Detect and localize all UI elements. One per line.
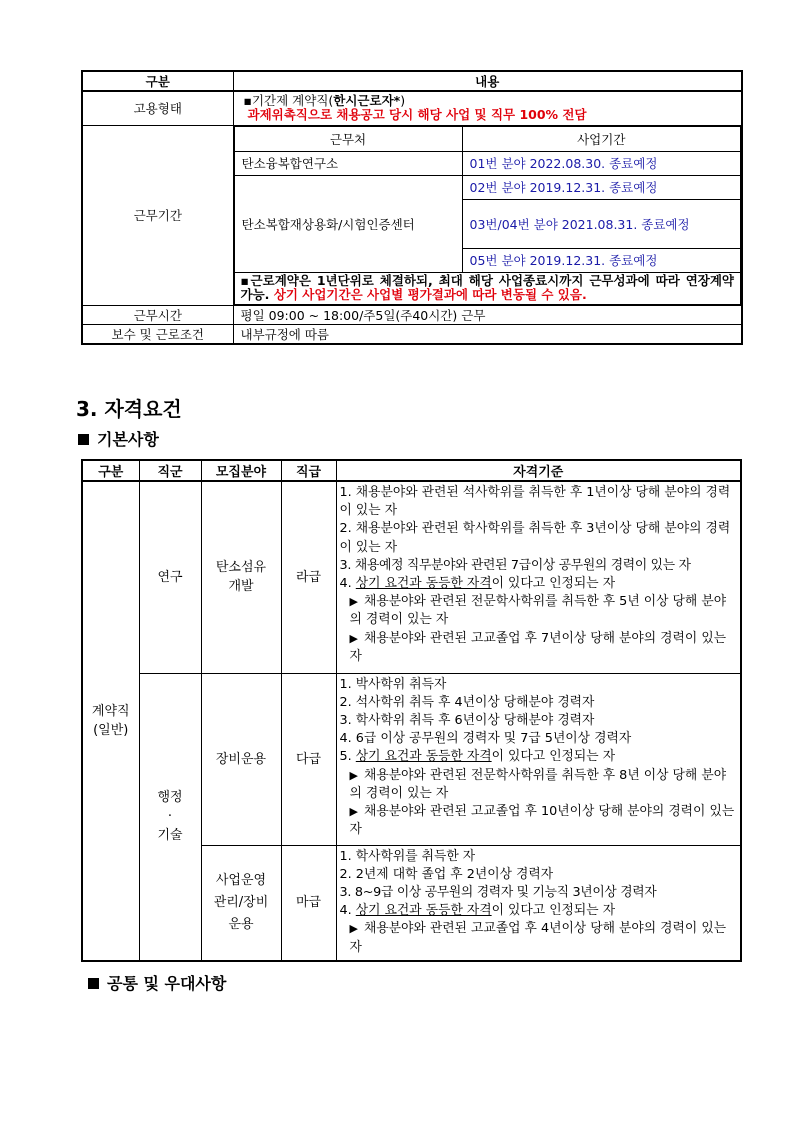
triangle-right-icon: ▶: [349, 768, 358, 782]
header-grade: 직급: [281, 460, 336, 481]
criteria-rest: 이 있다고 인정되는 자: [491, 576, 616, 592]
criteria-number: 4.: [339, 903, 356, 919]
subsection-basic-label: 기본사항: [97, 430, 159, 449]
job-group-cell: 연구: [139, 481, 201, 673]
square-bullet-icon: [78, 434, 89, 445]
job-group-cell: 행정 · 기술: [139, 673, 201, 961]
header-category: 구분: [82, 71, 233, 91]
work-period-row: [82, 125, 742, 305]
employment-type-row: [82, 91, 742, 125]
criteria-sub-item: [340, 803, 737, 839]
qualification-table: [81, 459, 742, 962]
criteria-item: 3. 8~9급 이상 공무원의 경력자 및 기능직 3년이상 경력자: [339, 884, 657, 900]
employment-terms-table: [81, 70, 743, 345]
criteria-number: 4.: [339, 576, 356, 592]
subheader-project-period: 사업기간: [462, 126, 741, 151]
work-period-label: 근무기간: [82, 125, 233, 305]
criteria-underline: 상기 요건과 동등한 자격: [355, 903, 492, 919]
work-hours-value: 평일 09:00 ~ 18:00/주5일(주40시간) 근무: [233, 305, 742, 324]
criteria-item: 1. 학사학위를 취득한 자: [339, 848, 476, 864]
work-period-content: [233, 125, 742, 305]
employment-type-label: 고용형태: [82, 91, 233, 125]
notice-text: ▪근로계약은 1년단위로 체결하되, 최대 해당 사업종료시까지 근무성과에 따라 연장계약 가능.: [240, 272, 734, 302]
table-row: [82, 481, 741, 673]
criteria-item: 3. 채용예정 직무분야와 관련된 7급이상 공무원의 경력이 있는 자: [339, 557, 691, 573]
criteria-sub-item: [340, 593, 737, 629]
work-hours-label: 근무시간: [82, 305, 233, 324]
criteria-underline: 상기 요건과 동등한 자격: [355, 576, 492, 592]
subsection-basic: [78, 427, 159, 450]
pay-row: [82, 324, 742, 344]
criteria-item: [340, 748, 737, 766]
criteria-underline: 상기 요건과 동등한 자격: [355, 749, 492, 765]
criteria-item: 2. 석사학위 취득 후 4년이상 당해분야 경력자: [339, 694, 595, 710]
grade-cell: 마급: [281, 845, 336, 961]
criteria-rest: 이 있다고 인정되는 자: [491, 749, 616, 765]
project-period-03-04: 03번/04번 분야 2021.08.31. 종료예정: [462, 199, 741, 248]
triangle-right-icon: ▶: [349, 595, 358, 609]
employment-type-bold: 한시근로자*: [333, 93, 401, 109]
criteria-rest: 이 있다고 인정되는 자: [491, 903, 616, 919]
workplace-2: 탄소복합재상용화/시험인증센터: [234, 175, 462, 272]
category-cell: 계약직 (일반): [82, 481, 139, 961]
project-period-02: 02번 분야 2019.12.31. 종료예정: [462, 175, 741, 199]
criteria-sub-text: 채용분야와 관련된 전문학사학위를 취득한 후 5년 이상 당해 분야의 경력이 있는 자: [349, 594, 727, 628]
field-cell: 사업운영 관리/장비 운용: [201, 845, 281, 961]
work-hours-row: [82, 305, 742, 324]
criteria-item: 3. 학사학위 취득 후 6년이상 당해분야 경력자: [339, 712, 595, 728]
section-title: 3. 자격요건: [76, 397, 182, 421]
criteria-cell: [336, 481, 741, 673]
header-content: 내용: [233, 71, 742, 91]
criteria-item: [340, 902, 737, 920]
triangle-right-icon: ▶: [349, 922, 358, 936]
table-row: [82, 673, 741, 845]
project-period-05: 05번 분야 2019.12.31. 종료예정: [462, 248, 741, 272]
criteria-item: 1. 채용분야와 관련된 석사학위를 취득한 후 1년이상 당해 분야의 경력이 있는 자: [339, 485, 731, 519]
header-criteria: 자격기준: [336, 460, 741, 481]
criteria-sub-text: 채용분야와 관련된 고교졸업 후 10년이상 당해 분야의 경력이 있는 자: [349, 803, 735, 838]
criteria-sub-item: [340, 920, 737, 956]
project-period-01: 01번 분야 2022.08.30. 종료예정: [462, 151, 741, 175]
criteria-number: 5.: [339, 749, 356, 765]
pay-value: 내부규정에 따름: [233, 324, 742, 344]
table-header-row: [82, 460, 741, 481]
grade-cell: 라급: [281, 481, 336, 673]
work-period-subtable: [234, 126, 742, 305]
criteria-sub-item: [340, 767, 737, 803]
subsection-common-label: 공통 및 우대사항: [107, 974, 227, 993]
square-bullet-icon: [88, 978, 99, 989]
criteria-item: 2. 채용분야와 관련된 학사학위를 취득한 후 3년이상 당해 분야의 경력이 있는 자: [339, 521, 731, 555]
employment-type-prefix: ▪기간제 계약직(: [243, 93, 334, 109]
workplace-1: 탄소융복합연구소: [234, 151, 462, 175]
work-period-notice: [234, 272, 741, 304]
employment-type-note: 과제위촉직으로 채용공고 당시 해당 사업 및 직무 100% 전담: [247, 107, 587, 123]
notice-warning: 상기 사업기간은 사업별 평가결과에 따라 변동될 수 있음.: [273, 286, 587, 302]
subsection-common: [88, 971, 226, 994]
grade-cell: 다급: [281, 673, 336, 845]
header-job-group: 직군: [139, 460, 201, 481]
criteria-item: [340, 575, 737, 593]
criteria-sub-text: 채용분야와 관련된 고교졸업 후 4년이상 당해 분야의 경력이 있는 자: [349, 921, 727, 955]
criteria-item: 1. 박사학위 취득자: [339, 676, 447, 692]
criteria-sub-text: 채용분야와 관련된 고교졸업 후 7년이상 당해 분야의 경력이 있는 자: [349, 630, 727, 664]
employment-type-value: [233, 91, 742, 125]
criteria-item: 4. 6급 이상 공무원의 경력자 및 7급 5년이상 경력자: [339, 731, 632, 747]
pay-label: 보수 및 근로조건: [82, 324, 233, 344]
field-cell: 장비운용: [201, 673, 281, 845]
criteria-sub-text: 채용분야와 관련된 전문학사학위를 취득한 후 8년 이상 당해 분야의 경력이 있는 자: [349, 767, 727, 801]
criteria-sub-item: [340, 630, 737, 666]
triangle-right-icon: ▶: [349, 804, 358, 818]
employment-type-suffix: ): [400, 93, 406, 109]
criteria-item: 2. 2년제 대학 졸업 후 2년이상 경력자: [339, 866, 554, 882]
field-cell: 탄소섬유 개발: [201, 481, 281, 673]
criteria-cell: [336, 673, 741, 845]
table-header-row: [82, 71, 742, 91]
header-category: 구분: [82, 460, 139, 481]
criteria-cell: [336, 845, 741, 961]
header-field: 모집분야: [201, 460, 281, 481]
triangle-right-icon: ▶: [349, 631, 358, 645]
subheader-workplace: 근무처: [234, 126, 462, 151]
